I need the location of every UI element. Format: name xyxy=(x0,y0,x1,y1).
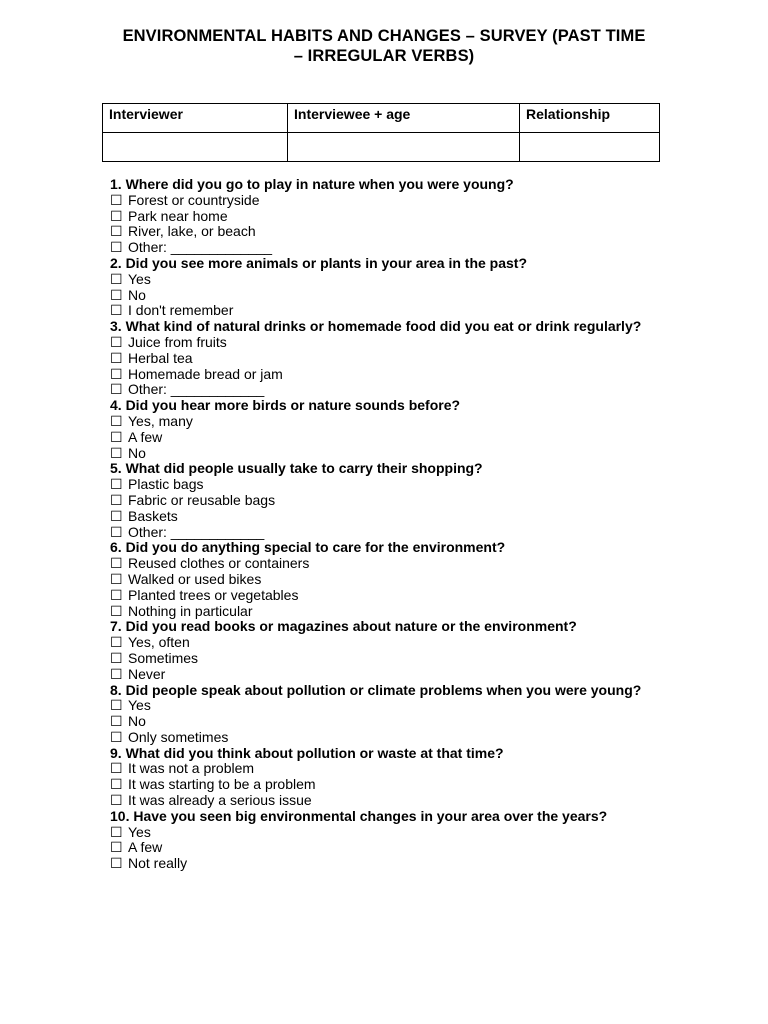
answer-option-label: Yes, many xyxy=(128,412,193,429)
answer-option[interactable] xyxy=(110,635,710,651)
answer-option-label: Yes, often xyxy=(128,634,190,651)
checkbox-icon[interactable]: ☐ xyxy=(110,570,123,587)
answer-option-label: Other: ____________ xyxy=(128,523,265,540)
answer-option[interactable] xyxy=(110,288,710,304)
answer-option[interactable] xyxy=(110,240,710,256)
interviewee-age-cell[interactable] xyxy=(288,133,520,162)
answer-option[interactable] xyxy=(110,698,710,714)
answer-option[interactable] xyxy=(110,825,710,841)
answer-option-label: Other: ____________ xyxy=(128,381,265,398)
question-text: 7. Did you read books or magazines about nature or the environment? xyxy=(110,618,577,635)
checkbox-icon[interactable]: ☐ xyxy=(110,523,123,540)
checkbox-icon[interactable]: ☐ xyxy=(110,349,123,366)
checkbox-icon[interactable]: ☐ xyxy=(110,586,123,603)
answer-option[interactable] xyxy=(110,840,710,856)
answer-option-label: No xyxy=(128,286,146,303)
answer-option-label: No xyxy=(128,444,146,461)
answer-option[interactable] xyxy=(110,761,710,777)
checkbox-icon[interactable]: ☐ xyxy=(110,270,123,287)
answer-option[interactable] xyxy=(110,224,710,240)
checkbox-icon[interactable]: ☐ xyxy=(110,713,123,730)
checkbox-icon[interactable]: ☐ xyxy=(110,207,123,224)
answer-option[interactable] xyxy=(110,493,710,509)
interviewee-age-header: Interviewee + age xyxy=(288,104,520,133)
answer-option[interactable] xyxy=(110,382,710,398)
answer-option-label: Yes xyxy=(128,823,151,840)
answer-option-label: River, lake, or beach xyxy=(128,223,256,240)
answer-option-label: A few xyxy=(128,839,163,856)
question-text: 6. Did you do anything special to care for the environment? xyxy=(110,539,506,556)
checkbox-icon[interactable]: ☐ xyxy=(110,760,123,777)
answer-option-label: Yes xyxy=(128,697,151,714)
title-line-2: – IRREGULAR VERBS) xyxy=(293,47,475,65)
answer-option-label: Reused clothes or containers xyxy=(128,555,310,572)
answer-option-label: No xyxy=(128,713,146,730)
table-entry-row xyxy=(103,133,660,162)
answer-option-label: Homemade bread or jam xyxy=(128,365,283,382)
answer-option[interactable] xyxy=(110,714,710,730)
checkbox-icon[interactable]: ☐ xyxy=(110,428,123,445)
checkbox-icon[interactable]: ☐ xyxy=(110,333,123,350)
checkbox-icon[interactable]: ☐ xyxy=(110,823,123,840)
answer-option-label: Only sometimes xyxy=(128,728,229,745)
answer-option[interactable] xyxy=(110,351,710,367)
checkbox-icon[interactable]: ☐ xyxy=(110,412,123,429)
answer-option[interactable] xyxy=(110,856,710,872)
checkbox-icon[interactable]: ☐ xyxy=(110,602,123,619)
answer-option-label: Forest or countryside xyxy=(128,191,260,208)
relationship-cell[interactable] xyxy=(520,133,660,162)
title-line-1: ENVIRONMENTAL HABITS AND CHANGES – SURVEY (PAST TIME xyxy=(122,27,646,45)
answer-option[interactable] xyxy=(110,430,710,446)
answer-option[interactable] xyxy=(110,272,710,288)
answer-option[interactable] xyxy=(110,525,710,541)
checkbox-icon[interactable]: ☐ xyxy=(110,697,123,714)
answer-option[interactable] xyxy=(110,793,710,809)
checkbox-icon[interactable]: ☐ xyxy=(110,381,123,398)
checkbox-icon[interactable]: ☐ xyxy=(110,302,123,319)
answer-option-label: Planted trees or vegetables xyxy=(128,586,299,603)
checkbox-icon[interactable]: ☐ xyxy=(110,665,123,682)
interviewer-header: Interviewer xyxy=(103,104,288,133)
answer-option[interactable] xyxy=(110,667,710,683)
checkbox-icon[interactable]: ☐ xyxy=(110,839,123,856)
answer-option[interactable] xyxy=(110,572,710,588)
checkbox-icon[interactable]: ☐ xyxy=(110,223,123,240)
answer-option-label: It was already a serious issue xyxy=(128,792,312,809)
question-text: 9. What did you think about pollution or waste at that time? xyxy=(110,744,504,761)
checkbox-icon[interactable]: ☐ xyxy=(110,286,123,303)
answer-option-label: It was starting to be a problem xyxy=(128,776,316,793)
question-text: 4. Did you hear more birds or nature sounds before? xyxy=(110,397,461,414)
answer-option[interactable] xyxy=(110,209,710,225)
answer-option[interactable] xyxy=(110,367,710,383)
answer-option[interactable] xyxy=(110,730,710,746)
answer-option-label: Never xyxy=(128,665,166,682)
answer-option[interactable] xyxy=(110,509,710,525)
answer-option[interactable] xyxy=(110,556,710,572)
interviewer-cell[interactable] xyxy=(103,133,288,162)
checkbox-icon[interactable]: ☐ xyxy=(110,191,123,208)
answer-option-label: Park near home xyxy=(128,207,228,224)
answer-option[interactable] xyxy=(110,477,710,493)
answer-option-label: It was not a problem xyxy=(128,760,255,777)
question-text: 3. What kind of natural drinks or homemade food did you eat or drink regularly? xyxy=(110,318,642,335)
answer-option-label: Not really xyxy=(128,855,188,872)
checkbox-icon[interactable]: ☐ xyxy=(110,491,123,508)
answer-option[interactable] xyxy=(110,651,710,667)
answer-option[interactable] xyxy=(110,777,710,793)
answer-option-label: Other: _____________ xyxy=(128,239,273,256)
answer-option[interactable] xyxy=(110,446,710,462)
checkbox-icon[interactable]: ☐ xyxy=(110,507,123,524)
answer-option-label: Walked or used bikes xyxy=(128,570,262,587)
question-text: 8. Did people speak about pollution or climate problems when you were young? xyxy=(110,681,642,698)
question-list xyxy=(110,177,710,872)
checkbox-icon[interactable]: ☐ xyxy=(110,649,123,666)
question-text: 10. Have you seen big environmental changes in your area over the years? xyxy=(110,807,608,824)
answer-option-label: Nothing in particular xyxy=(128,602,253,619)
checkbox-icon[interactable]: ☐ xyxy=(110,444,123,461)
answer-option-label: Baskets xyxy=(128,507,178,524)
answer-option[interactable] xyxy=(110,335,710,351)
checkbox-icon[interactable]: ☐ xyxy=(110,855,123,872)
checkbox-icon[interactable]: ☐ xyxy=(110,634,123,651)
answer-option-label: Sometimes xyxy=(128,649,199,666)
table-header-row xyxy=(103,104,660,133)
checkbox-icon[interactable]: ☐ xyxy=(110,365,123,382)
answer-option-label: Plastic bags xyxy=(128,476,204,493)
interview-info-table xyxy=(102,103,660,162)
answer-option-label: Fabric or reusable bags xyxy=(128,491,276,508)
question-text: 1. Where did you go to play in nature when you were young? xyxy=(110,176,514,192)
checkbox-icon[interactable]: ☐ xyxy=(110,792,123,809)
answer-option-label: Juice from fruits xyxy=(128,333,227,350)
page-title xyxy=(90,26,678,66)
answer-option-label: A few xyxy=(128,428,163,445)
question-text: 2. Did you see more animals or plants in your area in the past? xyxy=(110,254,528,271)
checkbox-icon[interactable]: ☐ xyxy=(110,728,123,745)
checkbox-icon[interactable]: ☐ xyxy=(110,476,123,493)
answer-option[interactable] xyxy=(110,604,710,620)
relationship-header: Relationship xyxy=(520,104,660,133)
answer-option[interactable] xyxy=(110,414,710,430)
answer-option[interactable] xyxy=(110,303,710,319)
checkbox-icon[interactable]: ☐ xyxy=(110,555,123,572)
answer-option[interactable] xyxy=(110,588,710,604)
checkbox-icon[interactable]: ☐ xyxy=(110,239,123,256)
answer-option-label: Herbal tea xyxy=(128,349,193,366)
answer-option-label: Yes xyxy=(128,270,151,287)
question-text: 5. What did people usually take to carry their shopping? xyxy=(110,460,483,477)
answer-option[interactable] xyxy=(110,193,710,209)
answer-option-label: I don't remember xyxy=(128,302,234,319)
checkbox-icon[interactable]: ☐ xyxy=(110,776,123,793)
